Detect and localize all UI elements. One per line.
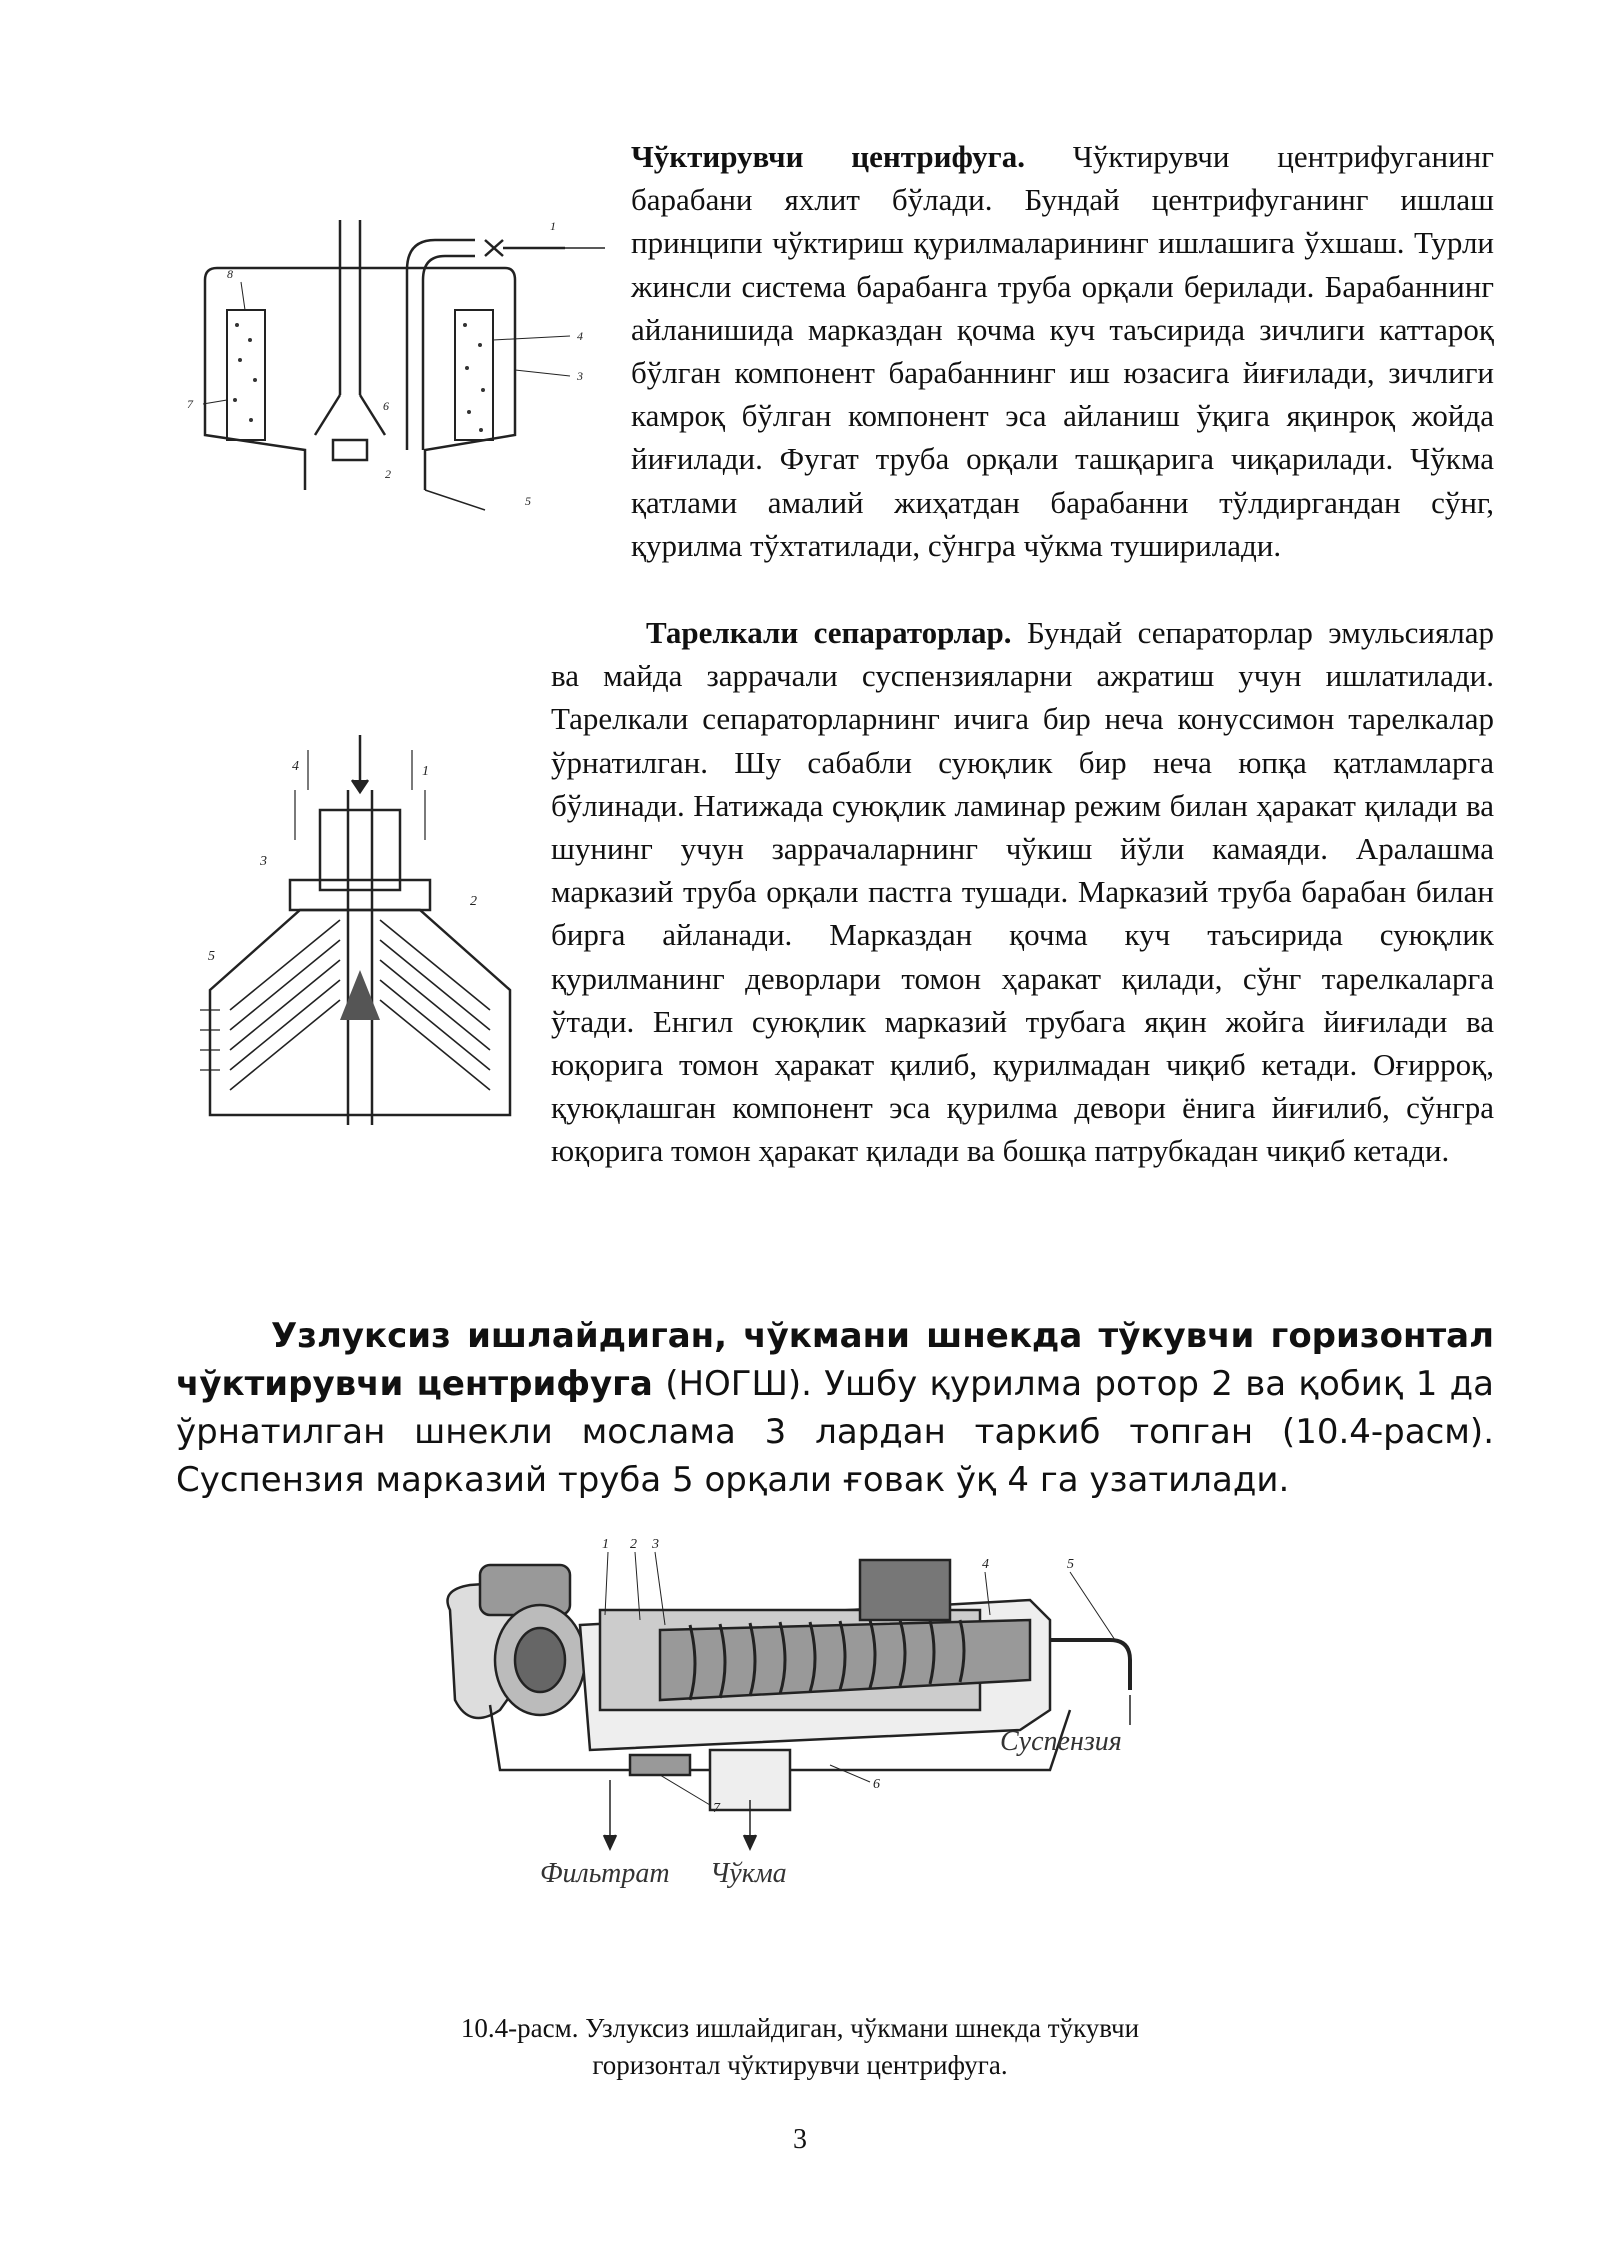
- label-filtrate: Фильтрат: [540, 1858, 670, 1889]
- text-sedimentation-centrifuge: Чўктирувчи центрифуганинг барабани яхлит бўлади. Бундай центрифуганинг ишлаш принципи чўктириш қурилмаларининг ишлашига ўхшаш. Турли жинсли система барабанга труба орқали берилади. Барабаннинг айланишида марказдан қочма куч таъсирида зичлиги каттароқ бўлган компонент барабаннинг иш юзасига йиғилади, зичлиги камроқ бўлган компонент эса айланиш ўқига яқинроқ жойда йиғилади. Фугат труба орқали ташқарига чиқарилади. Чўкма қатлами амалий жиҳатдан барабанни тўлдиргандан сўнг, қурилма тўхтатилади, сўнгра чўкма туширилади.: [631, 139, 1494, 563]
- figure-label: 1: [602, 1537, 609, 1552]
- figure-label: 1: [422, 764, 429, 779]
- label-suspension: Суспензия: [1000, 1726, 1122, 1757]
- figure-label: 3: [652, 1537, 659, 1552]
- figure-label: 2: [630, 1537, 637, 1552]
- page-number: 3: [793, 2124, 807, 2155]
- figure-label: 2: [470, 894, 477, 909]
- text-horizontal-centrifuge: (НОГШ). Ушбу қурилма ротор 2 ва қобиқ 1 да ўрнатилган шнекли мослама 3 лардан таркиб топган (10.4-расм). Суспензия марказий труба 5 орқали ғовак ўқ 4 га узатилади.: [176, 1364, 1494, 1500]
- figure-horizontal-centrifuge: [430, 1530, 1190, 1900]
- heading-disc-separators: Тарелкали сепараторлар.: [646, 615, 1012, 650]
- figure-label: 3: [260, 854, 267, 869]
- figure-label: 5: [1067, 1557, 1074, 1572]
- figure-caption: [300, 2010, 1300, 2084]
- figure-label: 6: [383, 399, 389, 413]
- figure-label: 5: [525, 494, 531, 508]
- heading-sedimentation-centrifuge: Чўктирувчи центрифуга.: [631, 139, 1025, 174]
- caption-line-2: горизонтал чўктирувчи центрифуга.: [592, 2050, 1008, 2080]
- figure-label: 4: [982, 1557, 989, 1572]
- figure-label: 6: [873, 1777, 880, 1792]
- figure-label: 7: [713, 1801, 720, 1816]
- figure-1-float-space: [176, 135, 631, 525]
- figure-label: 5: [208, 949, 215, 964]
- figure-label: 8: [227, 267, 233, 281]
- paragraph-disc-separators: [176, 611, 1494, 1177]
- figure-label: 3: [577, 369, 583, 383]
- horizontal-centrifuge-drawing: [430, 1530, 1190, 1900]
- figure-label: 2: [385, 467, 391, 481]
- label-sediment: Чўкма: [710, 1858, 787, 1889]
- caption-line-1: 10.4-расм. Узлуксиз ишлайдиган, чўкмани шнекда тўкувчи: [460, 2013, 1140, 2043]
- text-disc-separators: Бундай сепараторлар эмульсиялар ва майда заррачали суспензияларни ажратиш учун ишлатилади. Тарелкали сепараторларнинг ичига бир неча конуссимон тарелкалар ўрнатилган. Шу сабабли суюқлик бир неча юпқа қатламларга бўлинади. Натижада суюқлик ламинар режим билан ҳаракат қилади ва шунинг учун заррачаларнинг чўкиш йўли камаяди. Аралашма марказий труба орқали пастга тушади. Марказий труба барабан билан бирга айланади. Марказдан қочма куч таъсирида суюқлик қурилманинг деворлари томон ҳаракат қилади, сўнг тарелкаларга ўтади. Енгил суюқлик марказий трубага яқин жойга йиғилади ва юқорига томон ҳаракат қилиб, қурилмадан чиқиб кетади. Оғирроқ, қуюқлашган компонент эса қурилма девори ёнига йиғилиб, сўнгра юқорига томон ҳаракат қилади ва бошқа патрубкадан чиқиб кетади.: [551, 615, 1494, 1169]
- figure-2-float-space: [176, 697, 551, 1177]
- figure-label: 4: [292, 759, 299, 774]
- figure-label: 7: [187, 397, 193, 411]
- paragraph-sedimentation-centrifuge: [176, 135, 1494, 567]
- paragraph-horizontal-centrifuge: [176, 1312, 1494, 1504]
- figure-label: 1: [550, 219, 556, 233]
- figure-label: 4: [577, 329, 583, 343]
- heading-horizontal-centrifuge: Узлуксиз ишлайдиган, чўкмани шнекда тўкувчи горизонтал чўктирувчи центрифуга: [176, 1316, 1494, 1404]
